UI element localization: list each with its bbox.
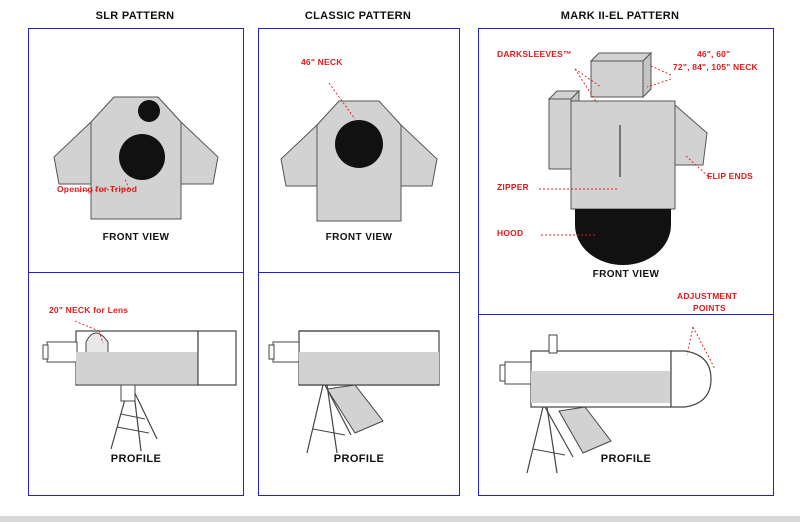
bottom-rule <box>0 516 800 522</box>
markii-front-garment <box>549 53 707 265</box>
label-neck-size-classic: 46" NECK <box>301 57 343 67</box>
column-title-slr: SLR PATTERN <box>95 10 175 22</box>
label-adjustment-points-line2: POINTS <box>693 303 726 313</box>
markii-drawings <box>479 29 773 495</box>
column-title-markii: MARK II-EL PATTERN <box>560 10 680 22</box>
label-zipper: ZIPPER <box>497 182 529 192</box>
slr-front-view-label: FRONT VIEW <box>102 232 170 243</box>
panel-classic <box>258 28 460 496</box>
slr-drawings <box>29 29 243 495</box>
classic-front-view-label: FRONT VIEW <box>325 232 393 243</box>
label-neck-for-lens: 20" NECK for Lens <box>49 305 129 315</box>
column-title-classic: CLASSIC PATTERN <box>304 10 412 22</box>
slr-profile-label: PROFILE <box>110 453 162 465</box>
label-opening-for-tripod: Opening for Tripod <box>57 184 138 194</box>
panel-slr <box>28 28 244 496</box>
label-adjustment-points-line1: ADJUSTMENT <box>677 291 738 301</box>
classic-front-garment <box>281 101 437 221</box>
label-neck-sizes-line2: 72", 84", 105" NECK <box>673 62 758 72</box>
classic-profile-label: PROFILE <box>333 453 385 465</box>
markii-profile-label: PROFILE <box>600 453 652 465</box>
label-flip-ends: FLIP ENDS <box>707 171 754 181</box>
markii-front-view-label: FRONT VIEW <box>592 269 660 280</box>
label-darksleeves: DARKSLEEVES™ <box>497 49 572 59</box>
classic-profile-drawing <box>269 331 439 453</box>
panel-markii <box>478 28 774 496</box>
markii-profile-drawing <box>500 327 715 473</box>
slr-front-garment <box>54 97 218 219</box>
label-hood: HOOD <box>497 228 524 238</box>
label-neck-sizes-line1: 46", 60" <box>697 49 731 59</box>
slr-profile-drawing <box>43 331 236 451</box>
classic-drawings <box>259 29 459 495</box>
